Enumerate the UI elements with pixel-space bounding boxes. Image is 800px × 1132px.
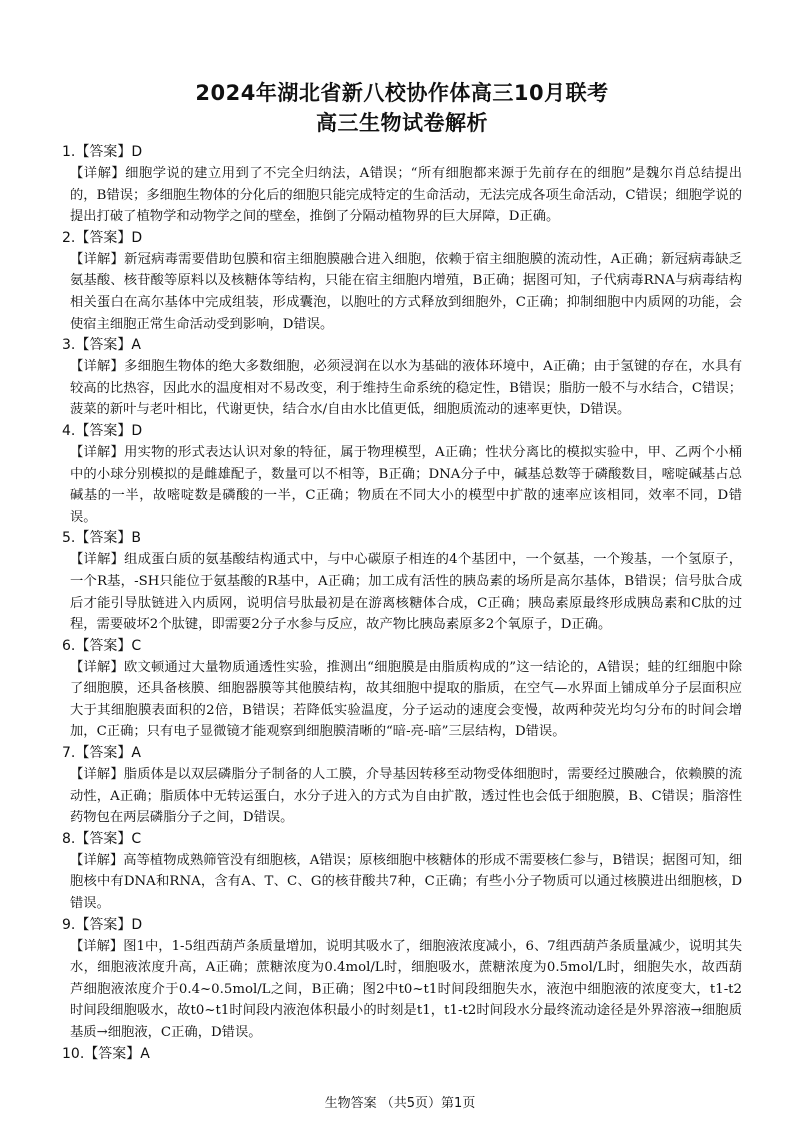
answer-key: 3.【答案】A: [62, 337, 141, 354]
answer-key: 9.【答案】D: [62, 916, 143, 933]
answer-item-10: [62, 1044, 742, 1065]
answer-key: 7.【答案】A: [62, 745, 141, 762]
answer-key: 2.【答案】D: [62, 229, 143, 246]
answer-item-5: [62, 528, 742, 635]
answer-item-1: [62, 142, 742, 228]
document-subtitle: 高三生物试卷解析: [316, 111, 488, 135]
answer-item-4: [62, 421, 742, 528]
answer-item-9: [62, 915, 742, 1044]
answer-item-3: [62, 335, 742, 421]
document-title: 2024年湖北省新八校协作体高三10月联考: [195, 81, 609, 105]
answer-explanation: 【详解】图1中，1-5组西葫芦条质量增加，说明其吸水了，细胞液浓度减小，6、7组西葫芦条质量减少，说明其失水，细胞液浓度升高，A正确；蔗糖浓度为0.4mol/L时，细胞吸水，蔗糖浓度为0.5mol/L时，细胞失水，故西葫芦细胞液浓度介于0.4~0.5mol/L之间，B正确；图2中t0~t1时间段细胞失水，液泡中细胞液的浓度变大，t1-t2时间段细胞吸水，故t0~t1时间段内液泡体积最小的时刻是t1，t1-t2时间段水分最终流动途径是外界溶液→细胞质基质→细胞液，C正确，D错误。: [70, 938, 742, 1040]
answer-item-7: [62, 743, 742, 829]
answer-key: 5.【答案】B: [62, 530, 141, 547]
answer-explanation: 【详解】组成蛋白质的氨基酸结构通式中，与中心碳原子相连的4个基团中，一个氨基，一个羧基，一个氢原子，一个R基，-SH只能位于氨基酸的R基中，A正确；加工成有活性的胰岛素的场所是高尔基体，B错误；信号肽合成后才能引导肽链进入内质网，说明信号肽最初是在游离核糖体合成，C正确；胰岛素原最终形成胰岛素和C肽的过程，需要破坏2个肽键，即需要2分子水参与反应，故产物比胰岛素原多2个氧原子，D正确。: [70, 552, 742, 633]
answer-explanation: 【详解】高等植物成熟筛管没有细胞核，A错误；原核细胞中核糖体的形成不需要核仁参与，B错误；据图可知，细胞核中有DNA和RNA，含有A、T、C、G的核苷酸共7种，C正确；有些小分子物质可以通过核膜进出细胞核，D错误。: [70, 852, 742, 912]
answer-key: 6.【答案】C: [62, 637, 142, 654]
answer-explanation: 【详解】细胞学说的建立用到了不完全归纳法，A错误；“所有细胞都来源于先前存在的细胞”是魏尔肖总结提出的，B错误；多细胞生物体的分化后的细胞只能完成特定的生命活动，无法完成各项生命活动，C错误；细胞学说的提出打破了植物学和动物学之间的壁垒，推倒了分隔动植物界的巨大屏障，D正确。: [70, 166, 742, 225]
answer-explanation: 【详解】欧文顿通过大量物质通透性实验，推测出“细胞膜是由脂质构成的”这一结论的，A错误；蛙的红细胞中除了细胞膜，还具备核膜、细胞器膜等其他膜结构，故其细胞中提取的脂质，在空气—水界面上铺成单分子层面积应大于其细胞膜表面积的2倍，B错误；若降低实验温度，分子运动的速度会变慢，故两种荧光均匀分布的时间会增加，C正确；只有电子显微镜才能观察到细胞膜清晰的“暗-亮-暗”三层结构，D错误。: [70, 659, 742, 740]
answer-explanation: 【详解】脂质体是以双层磷脂分子制备的人工膜，介导基因转移至动物受体细胞时，需要经过膜融合，依赖膜的流动性，A正确；脂质体中无转运蛋白，水分子进入的方式为自由扩散，透过性也会低于细胞膜，B、C错误；脂溶性药物包在两层磷脂分子之间，D错误。: [70, 767, 742, 826]
answer-explanation: 【详解】新冠病毒需要借助包膜和宿主细胞膜融合进入细胞，依赖于宿主细胞膜的流动性，A正确；新冠病毒缺乏氨基酸、核苷酸等原料以及核糖体等结构，只能在宿主细胞内增殖，B正确；据图可知，子代病毒RNA与病毒结构相关蛋白在高尔基体中完成组装，形成囊泡，以胞吐的方式释放到细胞外，C正确；抑制细胞中内质网的功能，会使宿主细胞正常生命活动受到影响，D错误。: [70, 251, 742, 332]
answer-key: 1.【答案】D: [62, 144, 143, 160]
answer-explanation: 【详解】用实物的形式表达认识对象的特征，属于物理模型，A正确；性状分离比的模拟实验中，甲、乙两个小桶中的小球分别模拟的是雌雄配子，数量可以不相等，B正确；DNA分子中，碱基总数等于磷酸数目，嘧啶碱基占总碱基的一半，故嘧啶数是磷酸的一半，C正确；物质在不同大小的模型中扩散的速率应该相同，效率不同，D错误。: [70, 444, 742, 525]
answer-item-6: [62, 636, 742, 743]
answer-key: 4.【答案】D: [62, 422, 143, 439]
answer-explanation: 【详解】多细胞生物体的绝大多数细胞，必须浸润在以水为基础的液体环境中，A正确；由于氢键的存在，水具有较高的比热容，因此水的温度相对不易改变，利于维持生命系统的稳定性，B错误；脂肪一般不与水结合，C错误；菠菜的新叶与老叶相比，代谢更快，结合水/自由水比值更低，细胞质流动的速率更快，D错误。: [70, 359, 742, 418]
answer-item-2: [62, 228, 742, 335]
answer-key: 10.【答案】A: [62, 1045, 150, 1062]
answer-key: 8.【答案】C: [62, 830, 142, 847]
document-page: [62, 78, 742, 1065]
answer-item-8: [62, 829, 742, 915]
page-footer: 生物答案 （共5页）第1页: [324, 1096, 476, 1111]
